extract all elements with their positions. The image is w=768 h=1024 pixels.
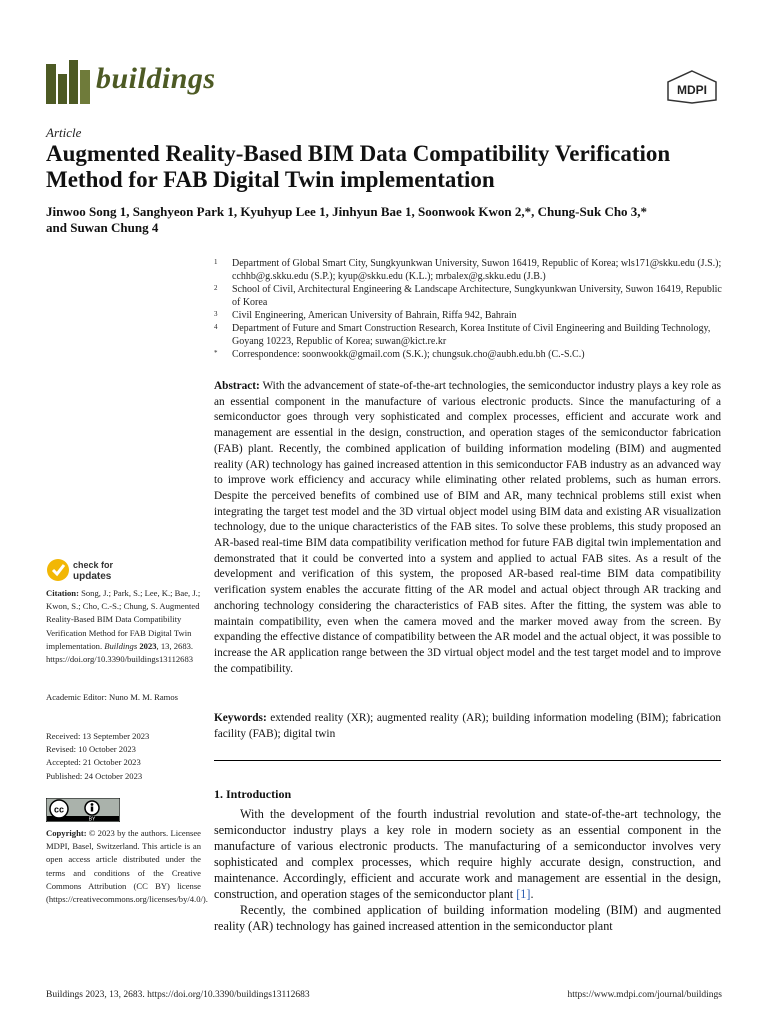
svg-text:cc: cc	[53, 804, 65, 815]
authors-line-2: and Suwan Chung 4	[46, 220, 159, 235]
check-for-updates-badge[interactable]	[46, 556, 166, 584]
citation-journal: Buildings	[104, 640, 138, 651]
check-line-2: updates	[73, 571, 112, 582]
section-divider	[214, 760, 721, 761]
copyright-label: Copyright:	[46, 828, 87, 838]
footer-citation[interactable]: Buildings 2023, 13, 2683. https://doi.org/10.3390/buildings13112683	[46, 990, 310, 1000]
paper-title: Augmented Reality-Based BIM Data Compatibility Verification Method for FAB Digital Twin implementation	[46, 141, 671, 192]
footer-journal-url[interactable]: https://www.mdpi.com/journal/buildings	[567, 990, 722, 1000]
section-heading: 1. Introduction	[214, 787, 292, 801]
citation-text: Song, J.; Park, S.; Lee, K.; Bae, J.; Kwon, S.; Cho, C.-S.; Chung, S. Augmented Reality-Based BIM Data Compatibility Verification Method for FAB Digital Twin implementation.	[46, 588, 201, 651]
citation-block	[46, 587, 201, 666]
abstract-label: Abstract:	[214, 380, 260, 392]
citation-year: 2023	[139, 640, 157, 651]
check-line-1: check for	[73, 560, 114, 570]
dates-block	[46, 730, 201, 783]
keywords	[214, 711, 721, 742]
journal-logo-icon	[46, 60, 90, 104]
intro-paragraph-2: Recently, the combined application of building information modeling (BIM) and augmented reality (AR) technology has gained increased attention in the semiconductor plant	[214, 903, 721, 933]
abstract	[214, 379, 721, 677]
keywords-text: extended reality (XR); augmented reality (AR); building information modeling (BIM); fabrication facility (FAB); digital twin	[214, 712, 721, 740]
publisher-label: MDPI	[677, 83, 707, 97]
intro-paragraph-1: With the development of the fourth industrial revolution and state-of-the-art technology, the semiconductor industry plays a key role in modern society as an essential component in the manufacture of various electronic products. The manufacturing of a semiconductor involves very sophisticated and complex processes, which require highly accurate design, construction, and maintenance. Accordingly, efficient and accurate work and management are essential in the design, construction, and operation stages of the semiconductor plant [1].	[214, 807, 721, 901]
affiliation-item: 1 Department of Global Smart City, Sungkyunkwan University, Suwon 16419, Republic of Korea; wls171@skku.edu (J.S.); cchhb@g.skku.edu (S.P.); kyup@skku.edu (K.L.); mrbalex@g.skku.edu (J.B.)	[214, 258, 722, 282]
citation-label: Citation:	[46, 588, 79, 598]
cc-by-label: BY	[88, 816, 96, 822]
correspondence: * Correspondence: soonwookk@gmail.com (S.K.); chungsuk.cho@aubh.edu.bh (C.-S.C.)	[214, 349, 585, 360]
mdpi-logo-icon	[666, 70, 718, 104]
intro-body	[214, 806, 721, 934]
author-list	[46, 204, 736, 236]
authors-line-1: Jinwoo Song 1, Sanghyeon Park 1, Kyuhyup Lee 1, Jinhyun Bae 1, Soonwook Kwon 2,*, Chung-Suk Cho 3,*	[46, 204, 648, 219]
affiliation-item: 4 Department of Future and Smart Construction Research, Korea Institute of Civil Engineering and Building Technology, Goyang 10223, Republic of Korea; suwan@kict.re.kr	[214, 323, 711, 347]
published-date: Published: 24 October 2023	[46, 770, 143, 781]
affiliation-item: 3 Civil Engineering, American University of Bahrain, Riffa 942, Bahrain	[214, 310, 517, 321]
received-date: Received: 13 September 2023	[46, 731, 150, 741]
cc-by-license-icon[interactable]	[46, 798, 120, 822]
copyright-block	[46, 827, 208, 906]
accepted-date: Accepted: 21 October 2023	[46, 757, 141, 768]
citation-rest[interactable]: , 13, 2683. https://doi.org/10.3390/buildings13112683	[46, 640, 194, 665]
affiliation-item: 2 School of Civil, Architectural Engineering & Landscape Architecture, Sungkyunkwan University, Suwon 16419, Republic of Korea	[214, 284, 722, 308]
revised-date: Revised: 10 October 2023	[46, 744, 136, 755]
affiliations	[214, 257, 724, 361]
keywords-label: Keywords:	[214, 712, 267, 724]
copyright-text: © 2023 by the authors. Licensee MDPI, Basel, Switzerland. This article is an open access article distributed under the terms and conditions of the Creative Commons Attribution (CC BY) license (https://creativecommons.org/licenses/by/4.0/).	[46, 828, 208, 905]
citation-link[interactable]: [1]	[516, 887, 531, 901]
journal-name: buildings	[96, 62, 216, 95]
article-type: Article	[46, 125, 82, 140]
abstract-text: With the advancement of state-of-the-art technologies, the semiconductor industry plays a key role as an essential component in the manufacture of various electronic products. Since the manufacturing of a semiconductor goes through very sophisticated and complex processes, efficient and accurate work and management are essential in the design, construction, and operation stages of the semiconductor fabrication (FAB) plant. Recently, the combined application of building information modeling (BIM) and augmented reality (AR) technology has gained increased attention in this semiconductor FAB industry as an advanced way to improve work efficiency and accuracy while eliminating other related problems, such as human errors. Despite the perceived benefits of combined use of BIM and AR, many technical problems still exist when integrating the target test model and the 3D virtual object model using BIM data and existing AR visualization technology, due to the unique characteristics of the FAB sites. To solve these problems, this study proposed an AR-based real-time BIM data compatibility verification method for future FAB digital twin implementation and demonstrated that it could be converted into a system and applied to actual FAB sites. As a result of the development and verification of this system, the proposed AR-based real-time BIM data compatibility verification system enables the accurate fitting of the AR model and actual object through AR tracking and anchoring technology considering the characteristics of FAB sites. After the fitting, the system was able to maintain compatibility, even when the camera moved and the marker moved away from the screen. By expanding the effective distance of compatibility between the AR model and the actual object, it was possible to increase the AR application range between the 3D virtual object model and the test target model and to improve the compatibility.	[214, 380, 722, 675]
academic-editor: Academic Editor: Nuno M. M. Ramos	[46, 692, 178, 702]
